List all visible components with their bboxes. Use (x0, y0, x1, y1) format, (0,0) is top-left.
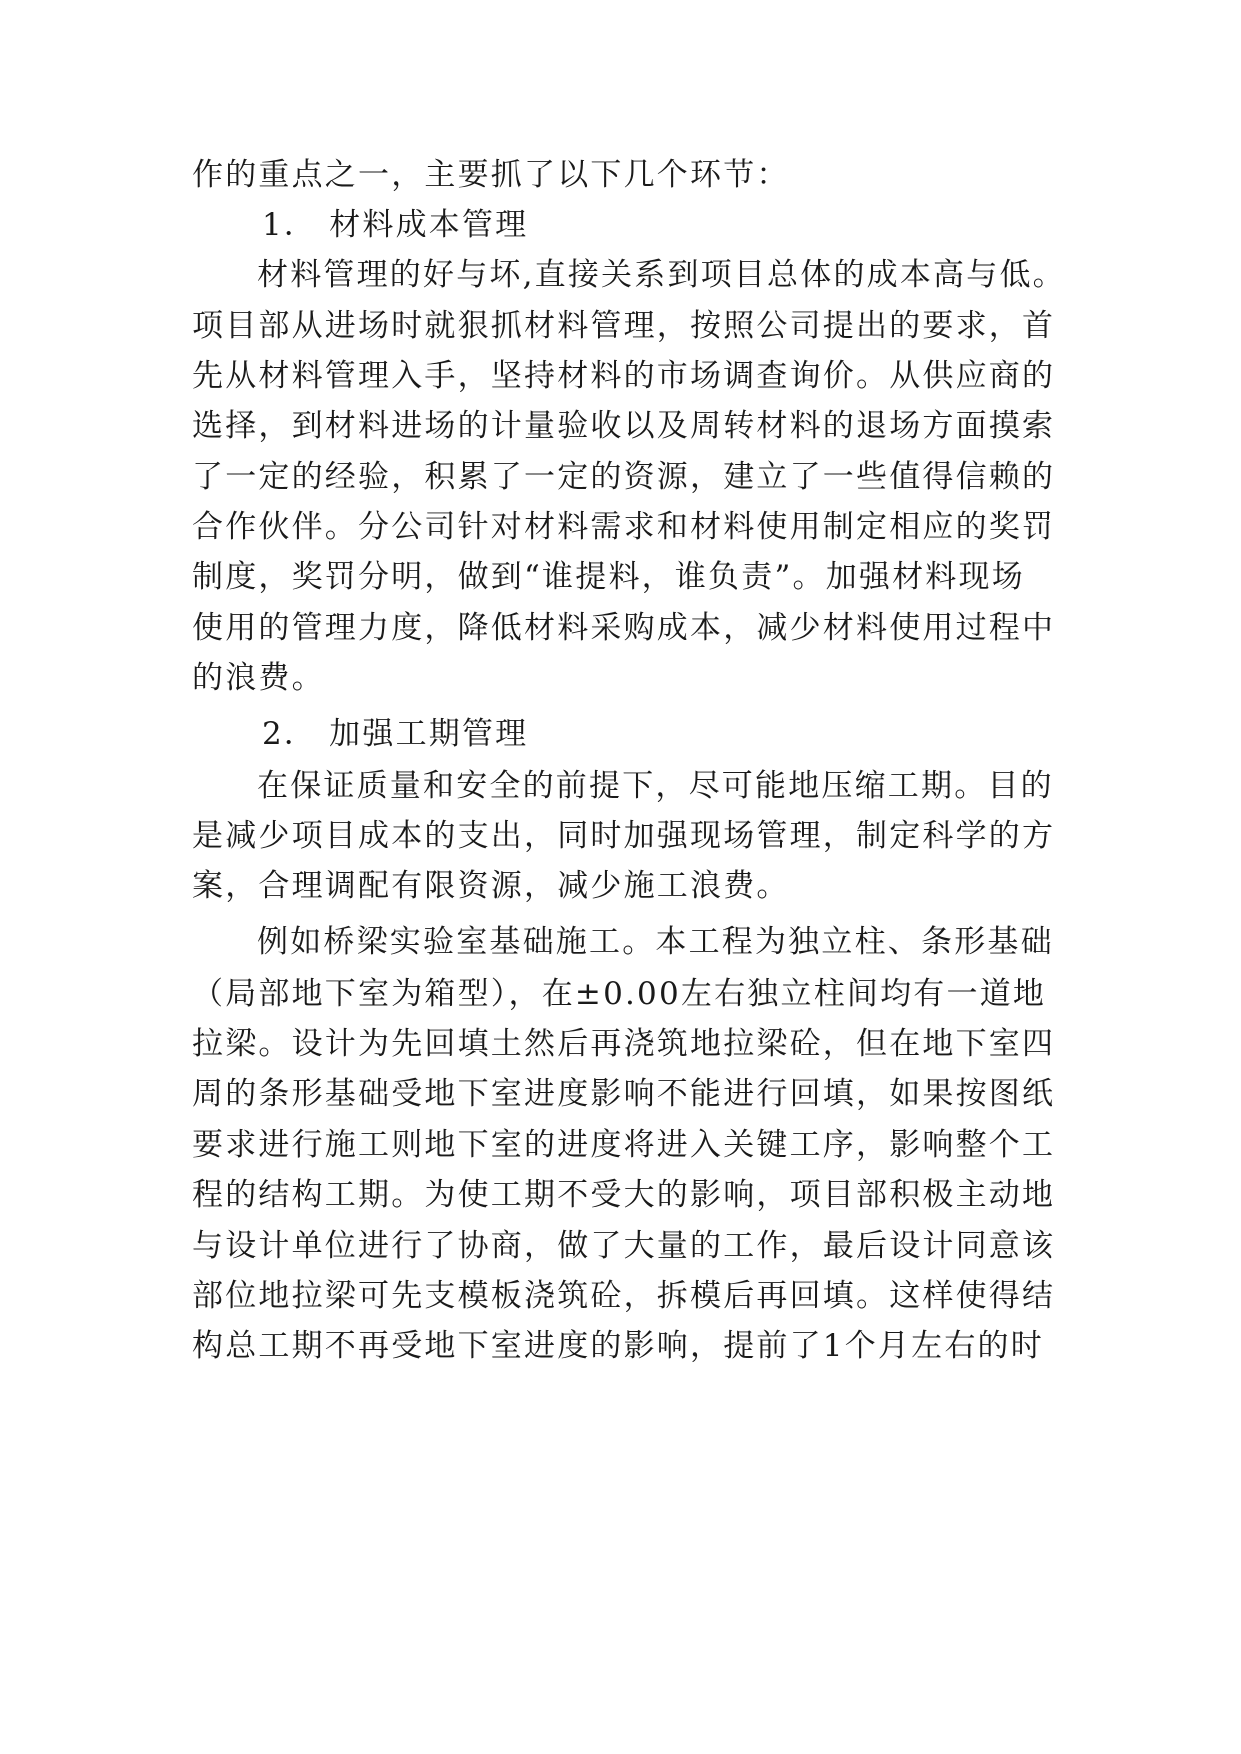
section-heading-material-cost: 1． 材料成本管理 (262, 207, 529, 243)
paragraph-line: 合作伙伴。分公司针对材料需求和材料使用制定相应的奖罚 (192, 509, 1056, 545)
paragraph-line: 构总工期不再受地下室进度的影响，提前了1个月左右的时 (192, 1328, 1044, 1364)
paragraph-line: 拉梁。设计为先回填土然后再浇筑地拉梁砼，但在地下室四 (192, 1026, 1056, 1062)
paragraph-line: 的浪费。 (192, 660, 325, 696)
section-heading-schedule: 2． 加强工期管理 (262, 716, 529, 752)
paragraph-line: 例如桥梁实验室基础施工。本工程为独立柱、条形基础 (257, 924, 1054, 960)
paragraph-line: 项目部从进场时就狠抓材料管理，按照公司提出的要求，首 (192, 308, 1056, 344)
paragraph-line: 了一定的经验，积累了一定的资源，建立了一些值得信赖的 (192, 459, 1056, 495)
paragraph-line: 案，合理调配有限资源，减少施工浪费。 (192, 868, 790, 904)
paragraph-line: 在保证质量和安全的前提下，尽可能地压缩工期。目的 (257, 768, 1054, 804)
text-line: 作的重点之一，主要抓了以下几个环节： (192, 157, 790, 193)
paragraph-line: 是减少项目成本的支出，同时加强现场管理，制定科学的方 (192, 818, 1056, 854)
paragraph-line: （局部地下室为箱型），在±0.00左右独立柱间均有一道地 (192, 976, 1047, 1012)
paragraph-line: 先从材料管理入手，坚持材料的市场调查询价。从供应商的 (192, 358, 1056, 394)
paragraph-line: 材料管理的好与坏,直接关系到项目总体的成本高与低。 (257, 257, 1066, 293)
paragraph-line: 周的条形基础受地下室进度影响不能进行回填，如果按图纸 (192, 1076, 1056, 1112)
paragraph-line: 部位地拉梁可先支模板浇筑砼，拆模后再回填。这样使得结 (192, 1278, 1056, 1314)
paragraph-line: 程的结构工期。为使工期不受大的影响，项目部积极主动地 (192, 1177, 1056, 1213)
paragraph-line: 与设计单位进行了协商，做了大量的工作，最后设计同意该 (192, 1228, 1056, 1264)
paragraph-line: 选择，到材料进场的计量验收以及周转材料的退场方面摸索 (192, 408, 1056, 444)
paragraph-line: 要求进行施工则地下室的进度将进入关键工序，影响整个工 (192, 1127, 1056, 1163)
paragraph-line: 制度，奖罚分明，做到“谁提料，谁负责”。加强材料现场 (192, 559, 1025, 595)
paragraph-line: 使用的管理力度，降低材料采购成本，减少材料使用过程中 (192, 610, 1056, 646)
